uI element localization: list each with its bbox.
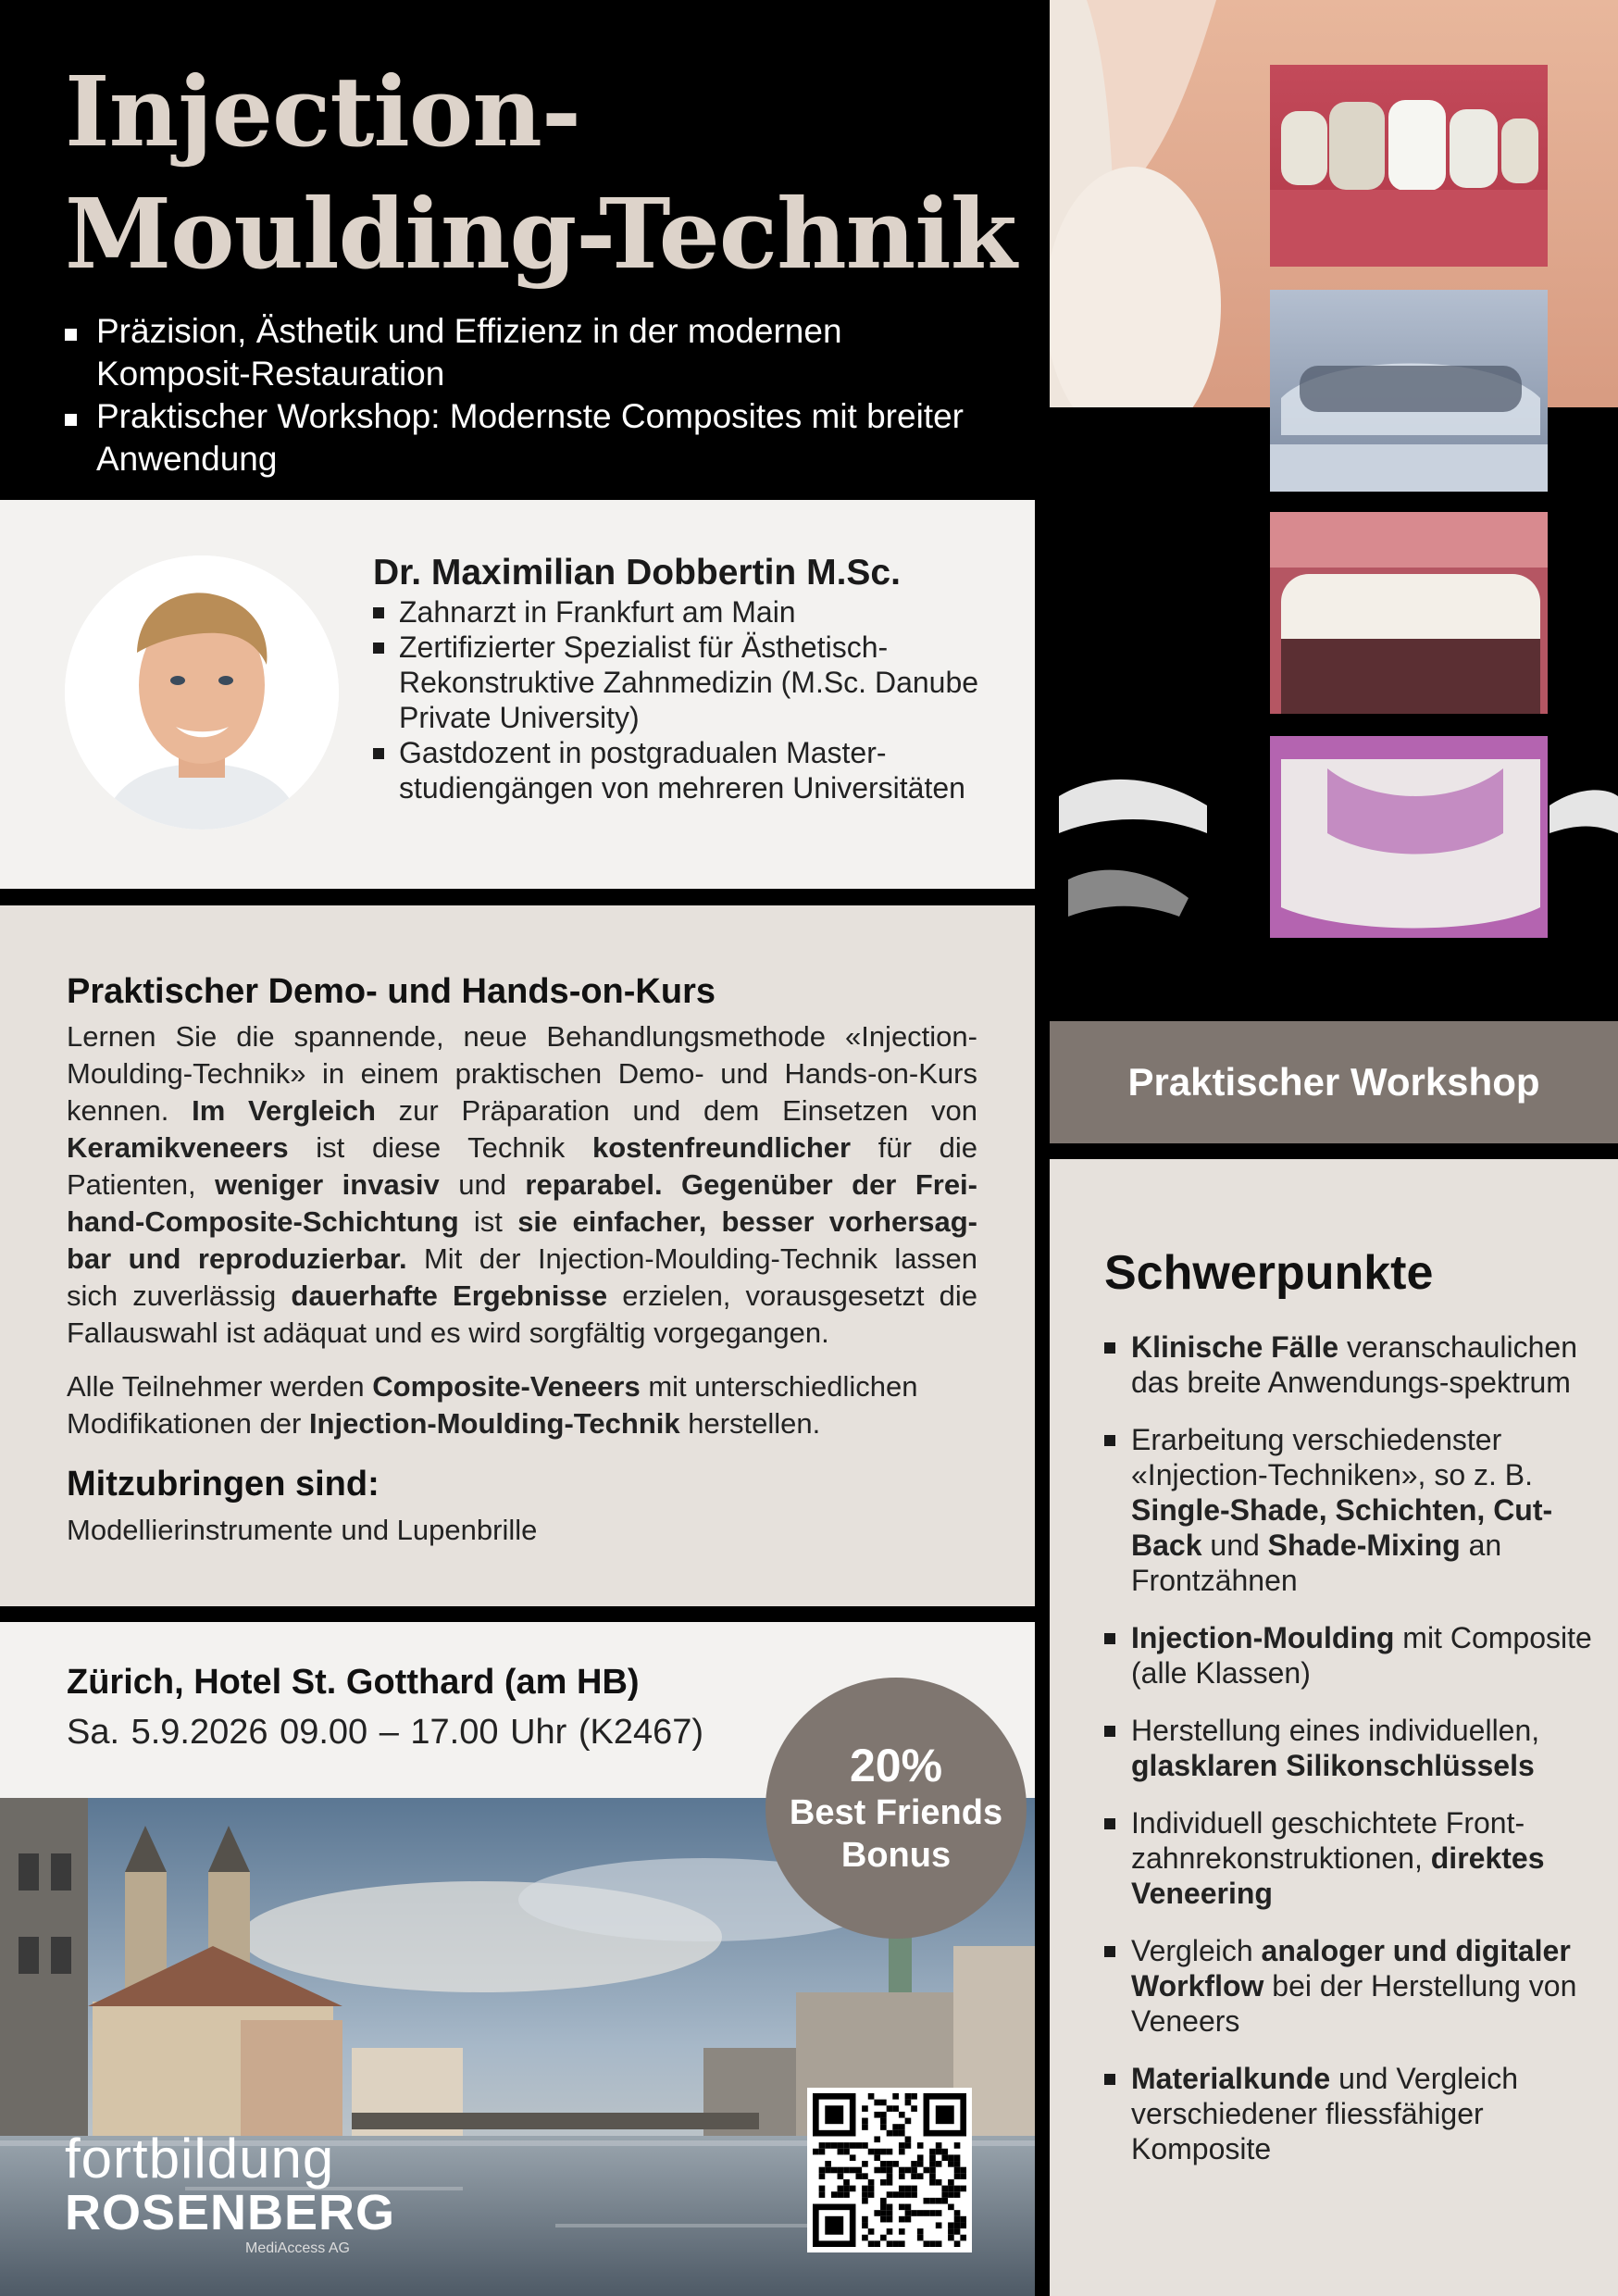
course-participants-text: Alle Teilnehmer werden Composite-Veneers mit unterschiedlichen Modifikationen der Injection-Moulding-Technik herstellen.	[67, 1370, 918, 1440]
logo-main-text: ROSENBERG	[65, 2185, 396, 2240]
focus-item: Individuell geschichtete Front-zahnrekonstruktionen, direktes Veneering	[1104, 1805, 1595, 1911]
dental-photos	[1050, 0, 1618, 1018]
focus-item: Herstellung eines individuellen, glasklaren Silikonschlüssels	[1104, 1713, 1595, 1783]
event-date: Sa. 5.9.2026 09.00 – 17.00 Uhr (K2467)	[67, 1713, 704, 1752]
focus-item: Vergleich analoger und digitaler Workflow bei der Herstellung von Veneers	[1104, 1933, 1595, 2039]
workshop-label: Praktischer Workshop	[1050, 1021, 1618, 1143]
header-bullet: Präzision, Ästhetik und Effizienz in der modernen Komposit-Restauration	[65, 310, 990, 395]
location-title: Zürich, Hotel St. Gotthard (am HB)	[67, 1663, 640, 1702]
speaker-credential: Gastdozent in postgradualen Master-studiengängen von mehreren Universitäten	[373, 735, 1021, 805]
bring-text: Modellierinstrumente und Lupenbrille	[67, 1514, 538, 1546]
dental-photo-collage	[1050, 0, 1618, 1018]
course-heading: Praktischer Demo- und Hands-on-Kurs	[67, 972, 716, 1011]
focus-item: Materialkunde und Vergleich verschiedener fliessfähiger Komposite	[1104, 2061, 1595, 2166]
title-line-1: Injection-	[65, 55, 581, 168]
badge-percent: 20%	[849, 1740, 943, 1791]
avatar	[65, 555, 339, 830]
logo-top-text: fortbildung	[65, 2128, 335, 2190]
focus-item: Erarbeitung verschiedenster «Injection-Techniken», so z. B. Single-Shade, Schichten, Cut-Back und Shade-Mixing an Frontzähnen	[1104, 1422, 1595, 1598]
header-bullets	[65, 310, 990, 480]
header-bullet: Praktischer Workshop: Modernste Composites mit breiter Anwendung	[65, 395, 990, 480]
focus-list	[1104, 1329, 1595, 2189]
speaker-portrait	[65, 555, 339, 830]
course-description: Lernen Sie die spannende, neue Behandlungsmethode «Injection-Moulding-Technik» in einem praktischen Demo- und Hands-on-Kurs kennen. Im Vergleich zur Präparation und dem Einsetzen von Keramikveneers ist diese Technik kostenfreundlicher für die Patienten, weniger invasiv und reparabel. Gegenüber der Frei-hand-Composite-Schichtung ist sie einfacher, besser vorhersag-bar und reproduzierbar. Mit der Injection-Moulding-Technik lassen sich zuverlässig dauerhafte Ergebnisse erzielen, vorausgesetzt die Fallauswahl ist adäquat und es wird sorgfältig vorgegangen.	[67, 1020, 978, 1349]
qr-code-icon	[813, 2093, 966, 2247]
badge-line-1: Best Friends	[789, 1793, 1003, 1832]
page-title	[65, 51, 1027, 295]
focus-item: Klinische Fälle veranschaulichen das breite Anwendungs-spektrum	[1104, 1329, 1595, 1400]
discount-badge	[765, 1678, 1027, 1939]
speaker-credential: Zertifizierter Spezialist für Ästhetisch-Rekonstruktive Zahnmedizin (M.Sc. Danube Private University)	[373, 630, 1021, 735]
speaker-name: Dr. Maximilian Dobbertin M.Sc.	[373, 553, 901, 593]
focus-heading: Schwerpunkte	[1104, 1246, 1434, 1300]
speaker-credential: Zahnarzt in Frankfurt am Main	[373, 594, 1021, 630]
title-line-2: Moulding-Technik	[65, 177, 1016, 291]
speaker-credentials	[373, 594, 1021, 805]
focus-item: Injection-Moulding mit Composite (alle Klassen)	[1104, 1620, 1595, 1691]
bring-heading: Mitzubringen sind:	[67, 1465, 380, 1504]
qr-code[interactable]	[807, 2088, 972, 2252]
logo-sub-text: MediAccess AG	[245, 2240, 350, 2256]
badge-line-2: Bonus	[840, 1836, 952, 1875]
brand-logo	[65, 2128, 396, 2256]
